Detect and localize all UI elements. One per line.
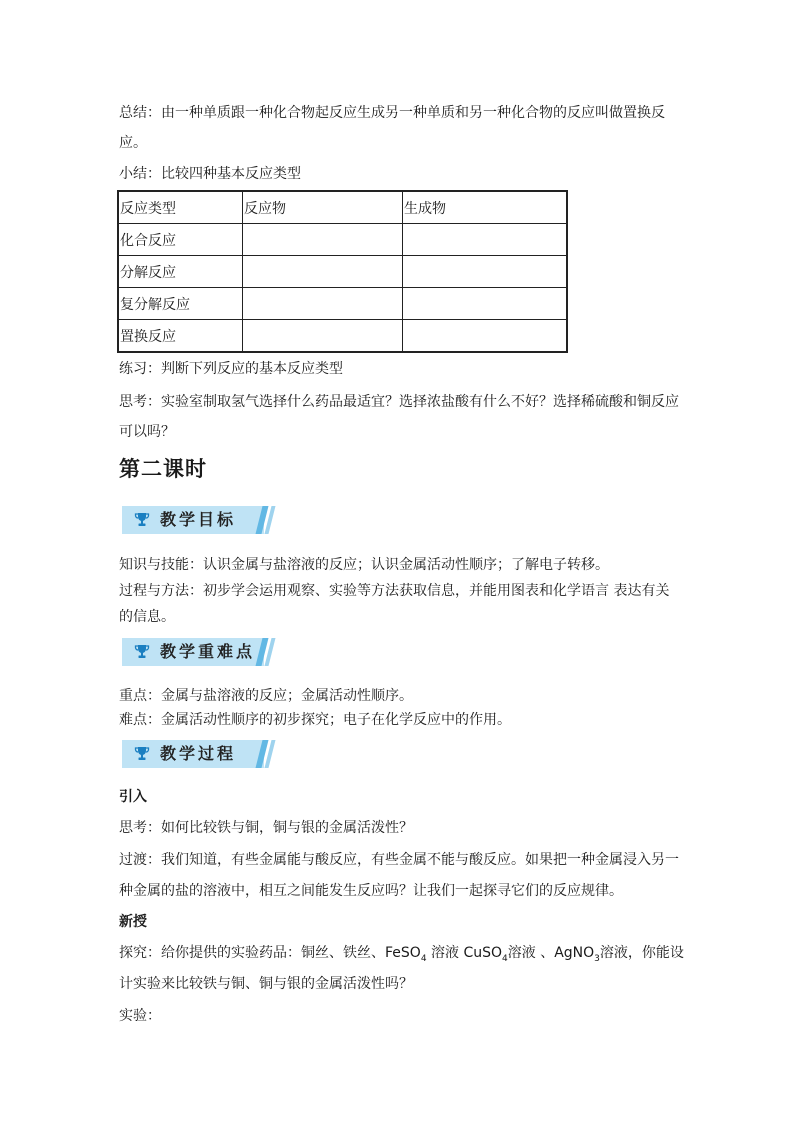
table-cell: 复分解反应 <box>118 288 243 320</box>
table-row <box>118 288 567 320</box>
table-cell <box>243 288 403 320</box>
table-cell <box>243 256 403 288</box>
key-point: 重点：金属与盐溶液的反应；金属活动性顺序。 <box>119 688 413 704</box>
explore-line-1 <box>119 943 684 969</box>
trophy-icon <box>134 746 150 762</box>
banner-title: 教学目标 <box>160 510 237 529</box>
table-header-cell: 生成物 <box>403 191 568 224</box>
explore-text: 溶液 CuSO <box>426 945 503 961</box>
table-cell <box>243 320 403 353</box>
section-banner-keypoints <box>122 638 270 666</box>
think-line-1: 思考：实验室制取氢气选择什么药品最适宜？选择浓盐酸有什么不好？选择稀硫酸和铜反应 <box>119 394 679 410</box>
table-row <box>118 224 567 256</box>
lesson-title: 第二课时 <box>119 457 207 481</box>
table-row <box>118 320 567 353</box>
table-cell <box>403 288 568 320</box>
goal-method-line-1: 过程与方法：初步学会运用观察、实验等方法获取信息，并能用图表和化学语言 表达有关 <box>119 583 670 599</box>
explore-line-2: 计实验来比较铁与铜、铜与银的金属活泼性吗？ <box>119 976 413 992</box>
experiment-label: 实验： <box>119 1008 161 1024</box>
subscript: 3 <box>594 953 600 964</box>
explore-text: 溶液，你能设 <box>599 945 684 961</box>
trophy-icon <box>134 644 150 660</box>
reaction-type-table <box>117 190 568 353</box>
table-cell: 化合反应 <box>118 224 243 256</box>
table-cell: 分解反应 <box>118 256 243 288</box>
transition-line-1: 过渡：我们知道，有些金属能与酸反应，有些金属不能与酸反应。如果把一种金属浸入另一 <box>119 852 679 868</box>
table-header-row <box>118 191 567 224</box>
intro-heading: 引入 <box>119 789 147 805</box>
explore-text: 溶液 、AgNO <box>507 945 595 961</box>
trophy-icon <box>134 512 150 528</box>
transition-line-2: 种金属的盐的溶液中，相互之间能发生反应吗？让我们一起探寻它们的反应规律。 <box>119 883 623 899</box>
explore-text: 探究：给你提供的实验药品：铜丝、铁丝、FeSO <box>119 945 421 961</box>
table-cell <box>243 224 403 256</box>
table-cell <box>403 224 568 256</box>
table-header-cell: 反应类型 <box>118 191 243 224</box>
exercise-line: 练习：判断下列反应的基本反应类型 <box>119 361 343 377</box>
banner-title: 教学重难点 <box>160 642 256 661</box>
subscript: 4 <box>420 953 427 964</box>
section-banner-goals <box>122 506 270 534</box>
think-question: 思考：如何比较铁与铜，铜与银的金属活泼性？ <box>119 820 413 836</box>
goal-knowledge: 知识与技能：认识金属与盐溶液的反应；认识金属活动性顺序；了解电子转移。 <box>119 557 609 573</box>
table-cell <box>403 320 568 353</box>
new-lesson-heading: 新授 <box>119 914 147 930</box>
table-row <box>118 256 567 288</box>
summary-line-2: 应。 <box>119 135 147 151</box>
table-header-cell: 反应物 <box>243 191 403 224</box>
think-line-2: 可以吗？ <box>119 424 175 440</box>
subscript: 4 <box>502 953 508 964</box>
difficult-point: 难点：金属活动性顺序的初步探究；电子在化学反应中的作用。 <box>119 712 511 728</box>
section-banner-process <box>122 740 270 768</box>
banner-title: 教学过程 <box>160 744 237 763</box>
summary-line-1: 总结：由一种单质跟一种化合物起反应生成另一种单质和另一种化合物的反应叫做置换反 <box>119 105 665 121</box>
goal-method-line-2: 的信息。 <box>119 609 175 625</box>
small-summary: 小结：比较四种基本反应类型 <box>119 166 301 182</box>
table-cell <box>403 256 568 288</box>
table-cell: 置换反应 <box>118 320 243 353</box>
